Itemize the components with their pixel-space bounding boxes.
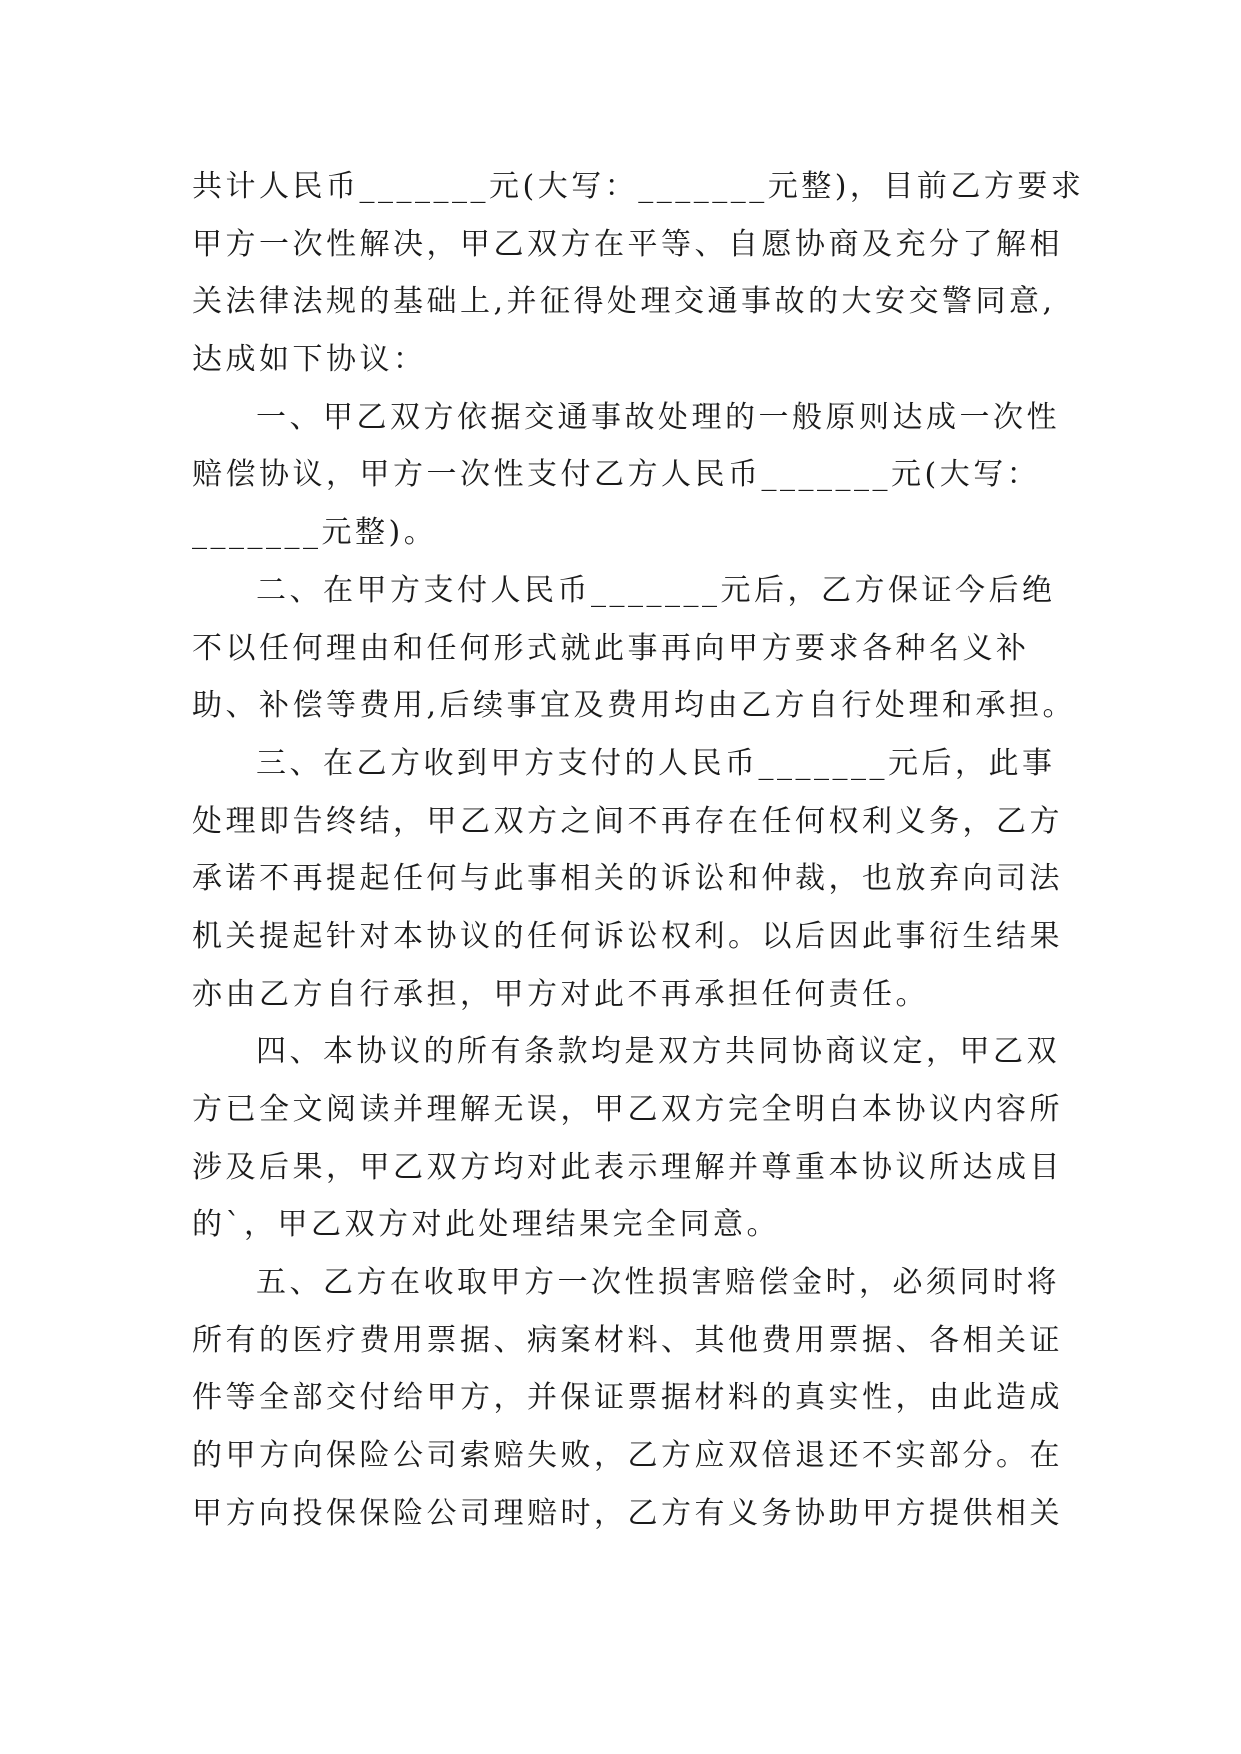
text-line: 甲方一次性解决，甲乙双方在平等、自愿协商及充分了解相: [192, 226, 1063, 262]
text-line: 共计人民币_______元(大写：_______元整)，目前乙方要求: [192, 169, 1085, 204]
text-line: 的`，甲乙双方对此处理结果完全同意。: [192, 1207, 780, 1243]
text-line: 所有的医疗费用票据、病案材料、其他费用票据、各相关证: [192, 1322, 1063, 1358]
document-body: [192, 158, 1085, 1543]
clause-5-first-line: 五、乙方在收取甲方一次性损害赔偿金时，必须同时将: [256, 1265, 1060, 1301]
text-line: 的甲方向保险公司索赔失败，乙方应双倍退还不实部分。在: [192, 1438, 1063, 1474]
clause-1-first-line: 一、甲乙双方依据交通事故处理的一般原则达成一次性: [256, 399, 1060, 435]
clause-4-first-line: 四、本协议的所有条款均是双方共同协商议定，甲乙双: [256, 1034, 1060, 1070]
text-line: 亦由乙方自行承担，甲方对此不再承担任何责任。: [192, 976, 929, 1012]
text-line: 处理即告终结，甲乙双方之间不再存在任何权利义务，乙方: [192, 803, 1063, 839]
text-line: 不以任何理由和任何形式就此事再向甲方要求各种名义补: [192, 630, 1030, 666]
text-line: 件等全部交付给甲方，并保证票据材料的真实性，由此造成: [192, 1380, 1063, 1416]
text-line: _______元整)。: [192, 515, 438, 551]
text-line: 甲方向投保保险公司理赔时，乙方有义务协助甲方提供相关: [192, 1495, 1063, 1531]
clause-3-first-line: 三、在乙方收到甲方支付的人民币_______元后，此事: [256, 745, 1056, 781]
text-line: 承诺不再提起任何与此事相关的诉讼和仲裁，也放弃向司法: [192, 861, 1063, 897]
text-line: 助、补偿等费用,后续事宜及费用均由乙方自行处理和承担。: [192, 688, 1077, 724]
clause-2-first-line: 二、在甲方支付人民币_______元后，乙方保证今后绝: [256, 572, 1056, 608]
text-line: 涉及后果，甲乙双方均对此表示理解并尊重本协议所达成目: [192, 1149, 1063, 1185]
text-line: 方已全文阅读并理解无误，甲乙双方完全明白本协议内容所: [192, 1092, 1063, 1127]
text-line: 达成如下协议：: [192, 342, 427, 378]
text-line: 机关提起针对本协议的任何诉讼权利。以后因此事衍生结果: [192, 918, 1063, 954]
text-line: 赔偿协议，甲方一次性支付乙方人民币_______元(大写：: [192, 457, 1041, 493]
text-line: 关法律法规的基础上,并征得处理交通事故的大安交警同意,: [192, 284, 1056, 320]
